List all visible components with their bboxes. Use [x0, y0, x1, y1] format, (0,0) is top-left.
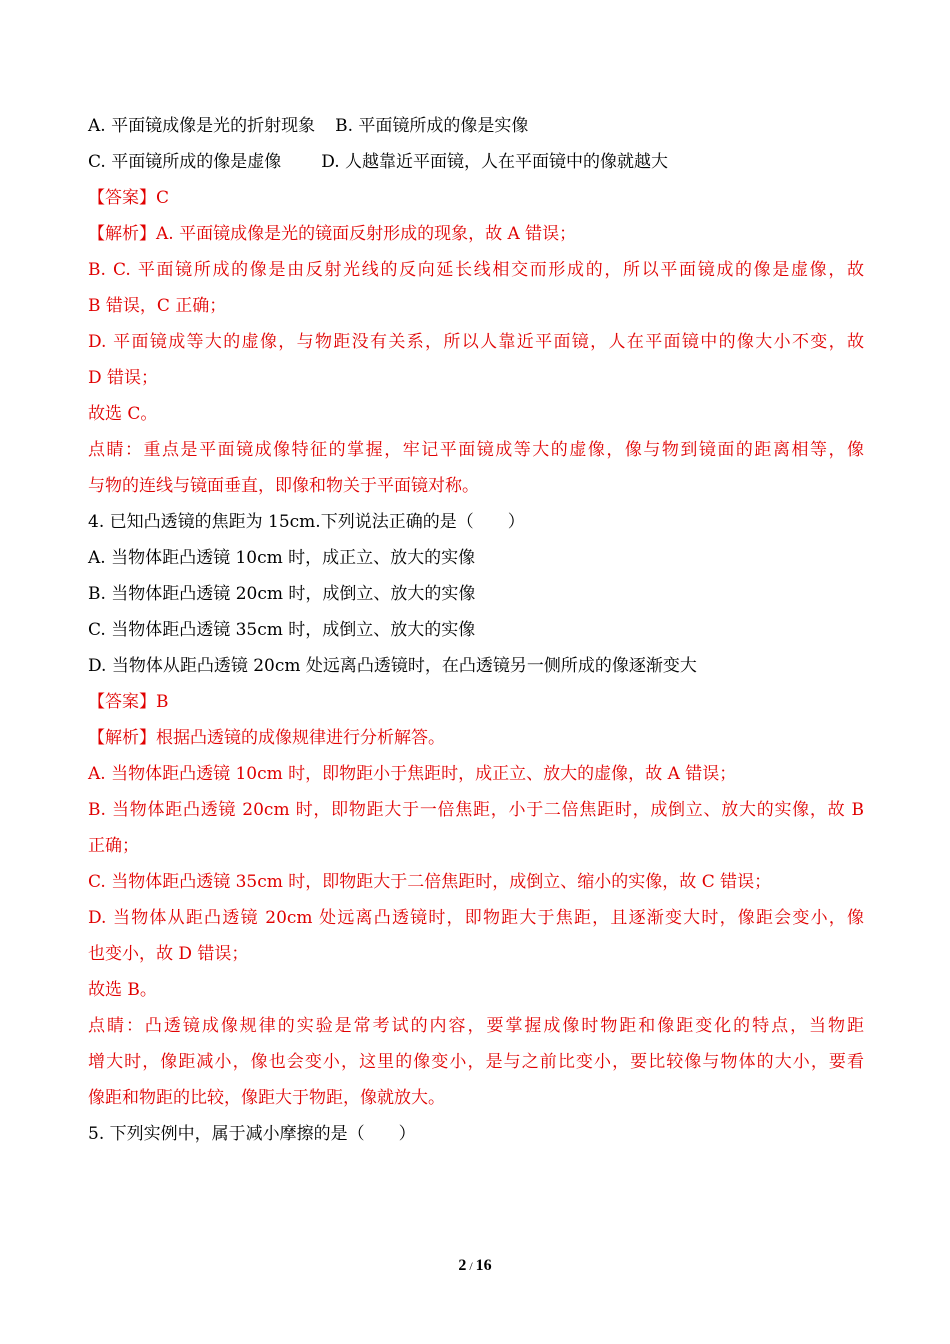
q4-note-line-1: 点睛：凸透镜成像规律的实验是常考试的内容，要掌握成像时物距和像距变化的特点，当物距	[88, 1016, 864, 1036]
q5-question: 5. 下列实例中，属于减小摩擦的是（ ）	[88, 1124, 416, 1144]
q4-note-line-3: 像距和物距的比较，像距大于物距，像就放大。	[88, 1088, 445, 1108]
q4-analysis-line-4: 正确；	[88, 836, 139, 856]
q4-option-a: A. 当物体距凸透镜 10cm 时，成正立、放大的实像	[88, 548, 476, 568]
page-separator: /	[469, 1259, 473, 1273]
q3-options-row-1	[88, 111, 864, 147]
q3-answer: 【答案】C	[88, 188, 170, 208]
q4-option-d: D. 当物体从距凸透镜 20cm 处远离凸透镜时，在凸透镜另一侧所成的像逐渐变大	[88, 656, 697, 676]
q4-analysis-line-1: 【解析】根据凸透镜的成像规律进行分析解答。	[88, 728, 445, 748]
current-page: 2	[458, 1257, 467, 1274]
q3-option-b: B. 平面镜所成的像是实像	[335, 116, 529, 136]
q4-option-c: C. 当物体距凸透镜 35cm 时，成倒立、放大的实像	[88, 620, 476, 640]
q4-analysis-line-2: A. 当物体距凸透镜 10cm 时，即物距小于焦距时，成正立、放大的虚像，故 A 错误；	[88, 764, 737, 784]
q3-analysis-line-5: D 错误；	[88, 368, 159, 388]
q3-analysis-line-1: 【解析】A. 平面镜成像是光的镜面反射形成的现象，故 A 错误；	[88, 224, 577, 244]
q3-option-a: A. 平面镜成像是光的折射现象	[88, 116, 316, 136]
q3-analysis-line-4: D. 平面镜成等大的虚像，与物距没有关系，所以人靠近平面镜，人在平面镜中的像大小不变，故	[88, 332, 864, 352]
q3-options-row-2	[88, 147, 864, 183]
q4-answer: 【答案】B	[88, 692, 169, 712]
q4-note-line-2: 增大时，像距减小，像也会变小，这里的像变小，是与之前比变小，要比较像与物体的大小，要看	[88, 1052, 864, 1072]
document-body	[88, 111, 864, 1155]
q4-analysis-line-5: C. 当物体距凸透镜 35cm 时，即物距大于二倍焦距时，成倒立、缩小的实像，故 C 错误；	[88, 872, 772, 892]
q4-conclusion: 故选 B。	[88, 980, 157, 1000]
page-number	[0, 1257, 950, 1275]
q4-analysis-line-7: 也变小，故 D 错误；	[88, 944, 249, 964]
q4-question: 4. 已知凸透镜的焦距为 15cm.下列说法正确的是（ ）	[88, 512, 525, 532]
q3-note-line-1: 点睛：重点是平面镜成像特征的掌握，牢记平面镜成等大的虚像，像与物到镜面的距离相等，像	[88, 440, 864, 460]
q4-analysis-line-3: B. 当物体距凸透镜 20cm 时，即物距大于一倍焦距，小于二倍焦距时，成倒立、放大的实像，故 B	[88, 800, 864, 820]
q3-conclusion: 故选 C。	[88, 404, 158, 424]
q3-option-d: D. 人越靠近平面镜，人在平面镜中的像就越大	[321, 152, 669, 172]
q3-note-line-2: 与物的连线与镜面垂直，即像和物关于平面镜对称。	[88, 476, 479, 496]
q4-option-b: B. 当物体距凸透镜 20cm 时，成倒立、放大的实像	[88, 584, 476, 604]
q3-analysis-line-3: B 错误，C 正确；	[88, 296, 227, 316]
q3-option-c: C. 平面镜所成的像是虚像	[88, 152, 282, 172]
q3-analysis-line-2: B. C. 平面镜所成的像是由反射光线的反向延长线相交而形成的，所以平面镜成的像是虚像，故	[88, 260, 864, 280]
q4-analysis-line-6: D. 当物体从距凸透镜 20cm 处远离凸透镜时，即物距大于焦距，且逐渐变大时，像距会变小，像	[88, 908, 864, 928]
total-pages: 16	[475, 1257, 492, 1274]
